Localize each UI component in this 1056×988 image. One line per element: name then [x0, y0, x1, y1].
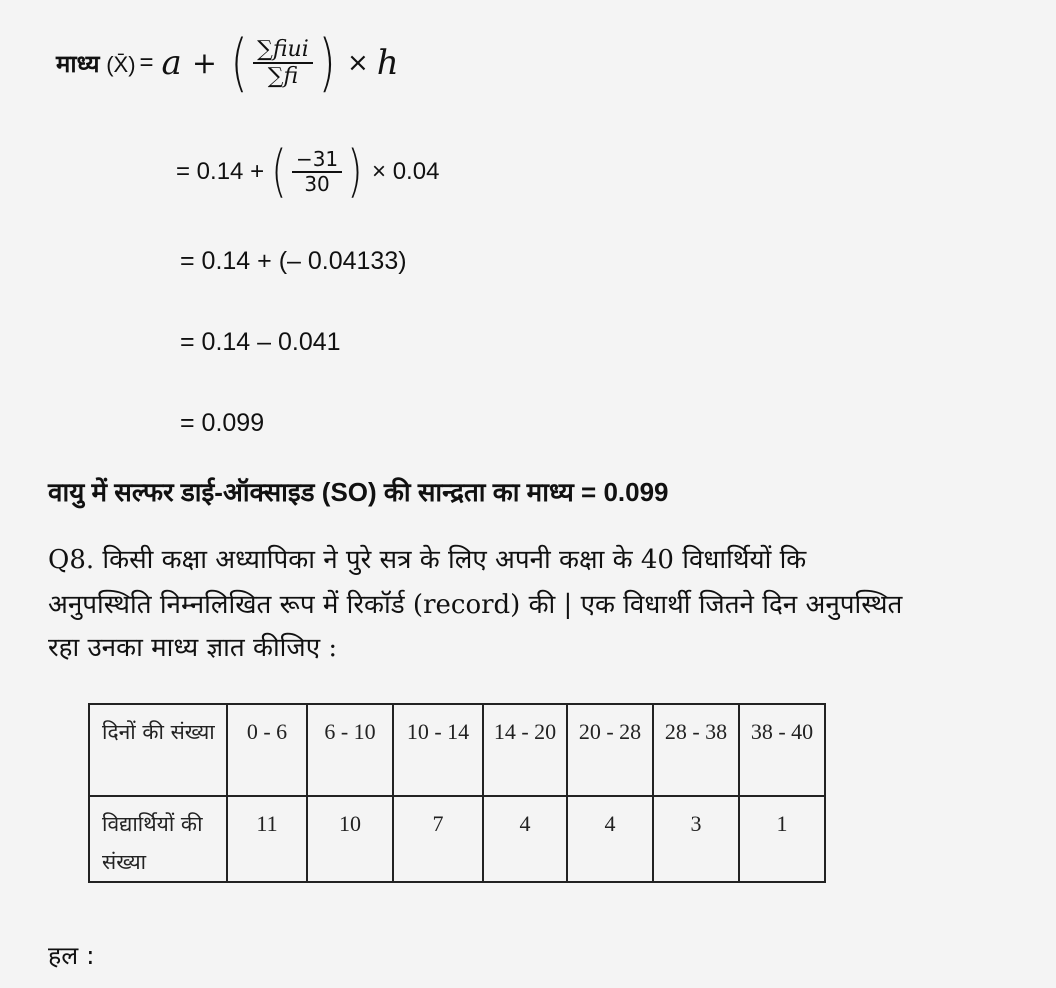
- table-cell: 7: [393, 796, 483, 882]
- table-row: [89, 704, 825, 796]
- substitution-suffix: × 0.04: [372, 158, 440, 185]
- table-cell: 0 - 6: [227, 704, 307, 796]
- left-paren: (: [271, 139, 287, 204]
- step-2: = 0.14 – 0.041: [180, 328, 341, 356]
- substitution-fraction: [292, 148, 342, 196]
- mean-formula: [56, 28, 399, 98]
- table-cell: 6 - 10: [307, 704, 393, 796]
- table-cell: 14 - 20: [483, 704, 567, 796]
- question-line-1: Q8. किसी कक्षा अध्यापिका ने पुरे सत्र के लिए अपनी कक्षा के 40 विधार्थियों कि: [48, 545, 807, 575]
- formula-lhs: [56, 47, 136, 80]
- row-header-days: दिनों की संख्या: [89, 704, 227, 796]
- solution-label: हल :: [48, 941, 95, 970]
- table-cell: 4: [567, 796, 653, 882]
- table-row: [89, 796, 825, 882]
- fraction-numerator: −31: [295, 147, 339, 172]
- question-line-2: अनुपस्थिति निम्नलिखित रूप में रिकॉर्ड (record) की | एक विधार्थी जितने दिन अनुपस्थित: [48, 590, 903, 620]
- formula-plus: +: [191, 45, 217, 81]
- table-cell: 38 - 40: [739, 704, 825, 796]
- step-3: = 0.099: [180, 409, 265, 437]
- table-cell: 1: [739, 796, 825, 882]
- absence-table: [88, 703, 826, 883]
- fraction-denominator: ∑fi: [267, 63, 299, 89]
- table-cell: 10 - 14: [393, 704, 483, 796]
- step-1: = 0.14 + (– 0.04133): [180, 247, 407, 275]
- formula-equals: =: [139, 49, 154, 76]
- table-cell: 20 - 28: [567, 704, 653, 796]
- formula-lhs-label: माध्य: [56, 50, 100, 78]
- left-paren: (: [230, 26, 248, 99]
- formula-times: ×: [346, 48, 369, 78]
- substitution-line: [176, 140, 439, 204]
- fraction-denominator: 30: [304, 171, 330, 196]
- right-paren: ): [318, 26, 336, 99]
- formula-fraction: [253, 37, 313, 89]
- right-paren: ): [347, 139, 363, 204]
- formula-a: a: [161, 43, 182, 83]
- table-cell: 10: [307, 796, 393, 882]
- formula-xbar: (X̄): [106, 51, 136, 77]
- table-cell: 11: [227, 796, 307, 882]
- row-header-students: विद्यार्थियों की संख्या: [89, 796, 227, 882]
- substitution-prefix: = 0.14 +: [176, 158, 265, 185]
- formula-h: h: [376, 43, 399, 83]
- table-cell: 4: [483, 796, 567, 882]
- result-statement: वायु में सल्फर डाई-ऑक्साइड (SO) की सान्द्रता का माध्य = 0.099: [48, 477, 669, 507]
- question-line-3: रहा उनका माध्य ज्ञात कीजिए :: [48, 633, 338, 663]
- table-cell: 3: [653, 796, 739, 882]
- table-cell: 28 - 38: [653, 704, 739, 796]
- fraction-numerator: ∑fiui: [257, 36, 309, 62]
